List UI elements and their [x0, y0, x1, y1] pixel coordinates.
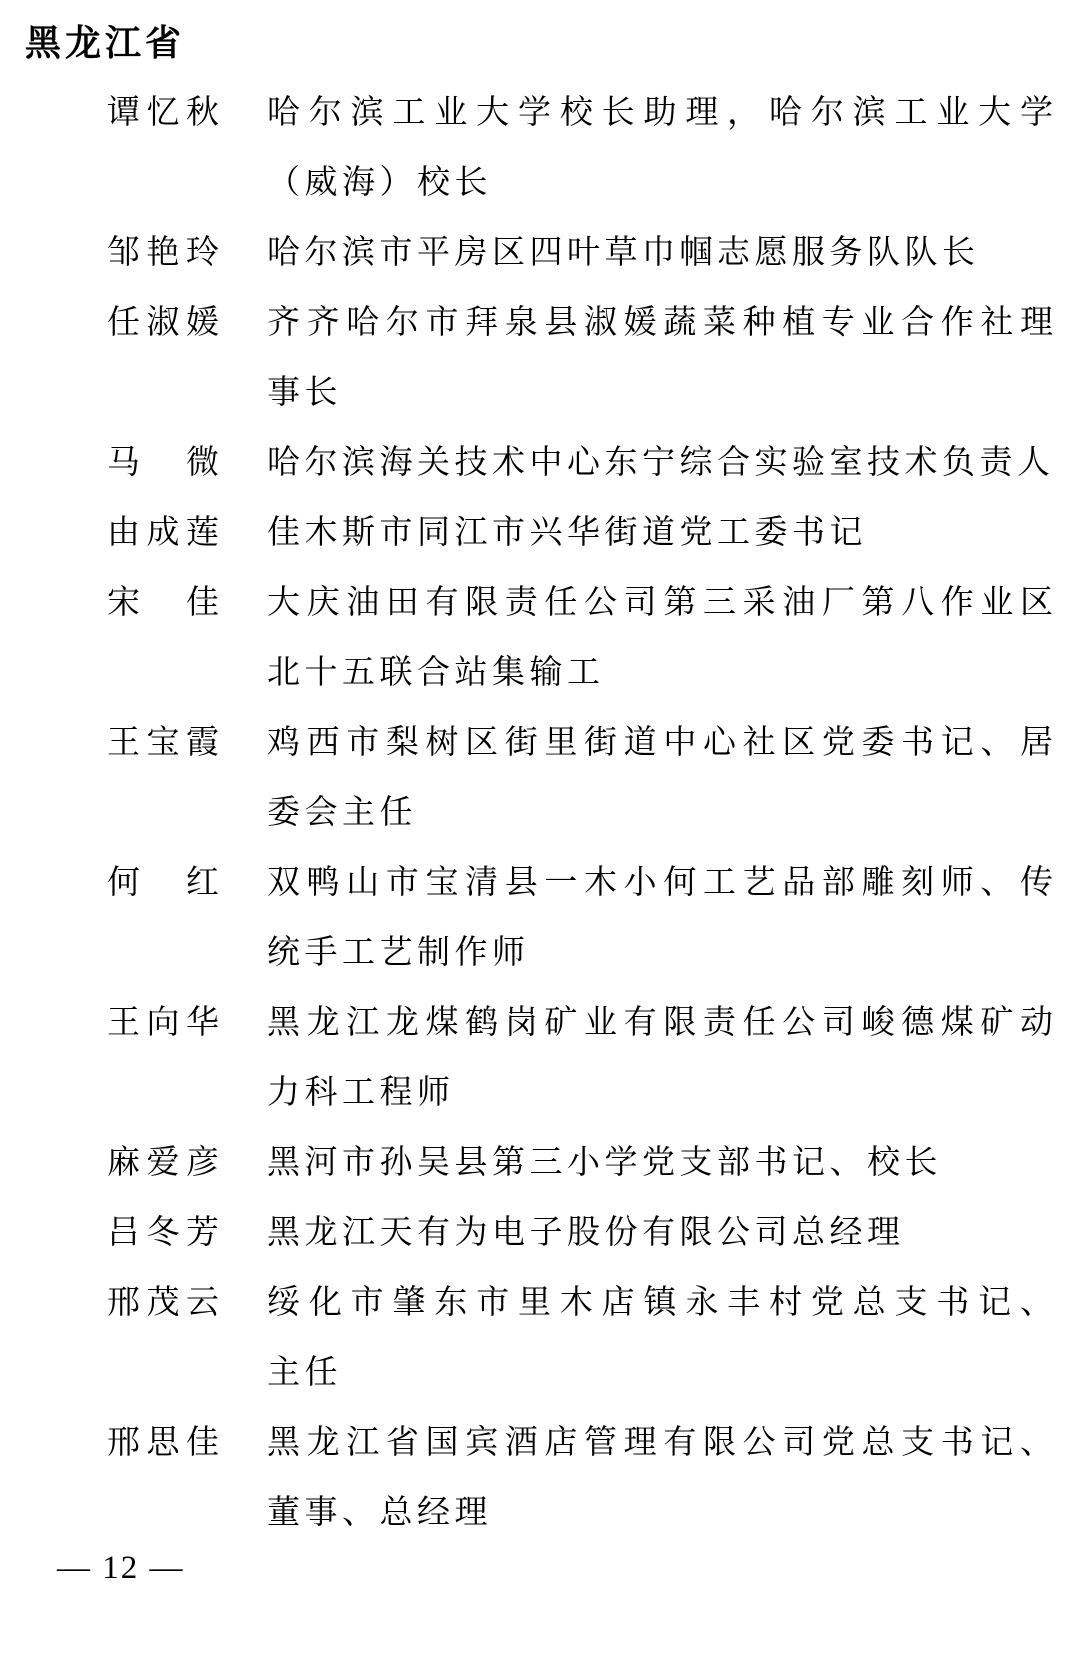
list-item [0, 218, 1080, 288]
person-name: 王向华 [107, 1005, 219, 1041]
person-title [267, 1268, 1053, 1408]
list-item [0, 1198, 1080, 1268]
person-title [267, 428, 1053, 498]
list-item [0, 708, 1080, 848]
person-title [267, 78, 1053, 218]
person-name: 何红 [107, 865, 219, 901]
person-name: 马微 [107, 445, 219, 481]
person-title [267, 568, 1053, 708]
title-line: 齐齐哈尔市拜泉县淑媛蔬菜种植专业合作社理 [267, 305, 1053, 341]
title-line: （威海）校长 [267, 165, 492, 201]
title-line: 黑河市孙吴县第三小学党支部书记、校长 [267, 1145, 942, 1181]
person-name: 邢思佳 [107, 1425, 219, 1461]
person-name: 谭忆秋 [107, 95, 219, 131]
list-item [0, 428, 1080, 498]
title-line: 委会主任 [267, 795, 417, 831]
person-title [267, 288, 1053, 428]
person-name: 宋佳 [107, 585, 219, 621]
title-line: 董事、总经理 [267, 1495, 492, 1531]
list-item [0, 568, 1080, 708]
title-line: 佳木斯市同江市兴华街道党工委书记 [267, 515, 867, 551]
province-heading: 黑龙江省 [25, 22, 186, 63]
page-number: — 12 — [57, 1550, 185, 1586]
title-line: 力科工程师 [267, 1075, 455, 1111]
person-title [267, 1128, 1053, 1198]
title-line: 统手工艺制作师 [267, 935, 530, 971]
title-line: 哈尔滨工业大学校长助理，哈尔滨工业大学 [267, 95, 1053, 131]
person-name: 任淑媛 [107, 305, 219, 341]
person-name: 由成莲 [107, 515, 219, 551]
title-line: 鸡西市梨树区街里街道中心社区党委书记、居 [267, 725, 1053, 761]
list-item [0, 1268, 1080, 1408]
title-line: 大庆油田有限责任公司第三采油厂第八作业区 [267, 585, 1053, 621]
person-title [267, 848, 1053, 988]
person-title [267, 988, 1053, 1128]
list-item [0, 988, 1080, 1128]
title-line: 哈尔滨市平房区四叶草巾帼志愿服务队队长 [267, 235, 980, 271]
list-item [0, 1408, 1080, 1548]
list-item [0, 288, 1080, 428]
title-line: 黑龙江天有为电子股份有限公司总经理 [267, 1215, 905, 1251]
title-line: 绥化市肇东市里木店镇永丰村党总支书记、 [267, 1285, 1053, 1321]
title-line: 哈尔滨海关技术中心东宁综合实验室技术负责人 [267, 445, 1055, 481]
title-line: 双鸭山市宝清县一木小何工艺品部雕刻师、传 [267, 865, 1053, 901]
person-name: 邹艳玲 [107, 235, 219, 271]
person-title [267, 218, 1053, 288]
list-item [0, 1128, 1080, 1198]
title-line: 黑龙江省国宾酒店管理有限公司党总支书记、 [267, 1425, 1053, 1461]
list-item [0, 78, 1080, 218]
person-name: 王宝霞 [107, 725, 219, 761]
award-list [0, 78, 1080, 1548]
title-line: 黑龙江龙煤鹤岗矿业有限责任公司峻德煤矿动 [267, 1005, 1053, 1041]
person-name: 麻爱彦 [107, 1145, 219, 1181]
person-title [267, 1198, 1053, 1268]
title-line: 主任 [267, 1355, 342, 1391]
person-title [267, 708, 1053, 848]
person-title [267, 498, 1053, 568]
person-title [267, 1408, 1053, 1548]
person-name: 吕冬芳 [107, 1215, 219, 1251]
list-item [0, 848, 1080, 988]
title-line: 北十五联合站集输工 [267, 655, 605, 691]
title-line: 事长 [267, 375, 342, 411]
list-item [0, 498, 1080, 568]
person-name: 邢茂云 [107, 1285, 219, 1321]
